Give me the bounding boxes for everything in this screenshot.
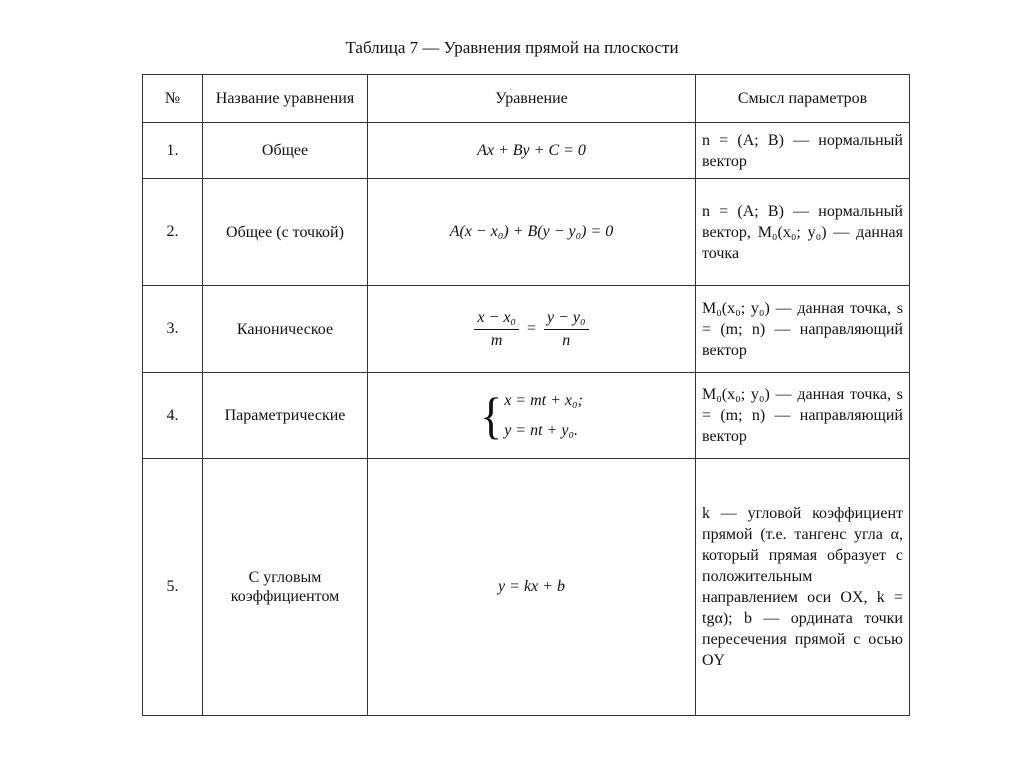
header-equation: Уравнение xyxy=(368,75,696,123)
header-num: № xyxy=(143,75,203,123)
brace-icon: { xyxy=(480,386,503,443)
row-equation: Ax + By + C = 0 xyxy=(368,123,696,179)
row-name: Общее (с точкой) xyxy=(203,179,368,286)
fraction-right xyxy=(544,309,589,350)
fraction-denominator: n xyxy=(562,331,571,349)
row-equation: y = kx + b xyxy=(368,459,696,716)
table-row xyxy=(143,373,910,459)
row-num: 4. xyxy=(143,373,203,459)
row-equation: A(x − x₀) + B(y − y₀) = 0 xyxy=(368,179,696,286)
fraction-denominator: m xyxy=(490,331,503,349)
row-meaning: k — угловой коэффициент прямой (т.е. тангенс угла α, который прямая образует с положительным направлением оси OX, k = tgα); b — ордината точки пересечения прямой с осью OY xyxy=(696,459,910,716)
row-meaning: M₀(x₀; y₀) — данная точка, s = (m; n) — направляющий вектор xyxy=(696,373,910,459)
header-name: Название уравнения xyxy=(203,75,368,123)
table-row xyxy=(143,123,910,179)
row-name: С угловым коэффициентом xyxy=(203,459,368,716)
table-row xyxy=(143,286,910,373)
row-name: Общее xyxy=(203,123,368,179)
fraction-numerator: y − y₀ xyxy=(544,309,589,330)
table-row xyxy=(143,179,910,286)
table-row xyxy=(143,459,910,716)
row-meaning: n = (A; B) — нормальный вектор xyxy=(696,123,910,179)
row-meaning: M₀(x₀; y₀) — данная точка, s = (m; n) — направляющий вектор xyxy=(696,286,910,373)
fraction-numerator: x − x₀ xyxy=(474,309,519,330)
system-line-2: y = nt + y₀. xyxy=(504,421,579,439)
row-name: Параметрические xyxy=(203,373,368,459)
row-num: 1. xyxy=(143,123,203,179)
row-num: 3. xyxy=(143,286,203,373)
equation-system xyxy=(480,386,583,446)
table-caption: Таблица 7 — Уравнения прямой на плоскости xyxy=(345,38,679,57)
system-line-1: x = mt + x₀; xyxy=(504,391,583,409)
row-num: 2. xyxy=(143,179,203,286)
row-num: 5. xyxy=(143,459,203,716)
row-equation xyxy=(368,373,696,459)
row-meaning: n = (A; B) — нормальный вектор, M₀(x₀; y₀) — данная точка xyxy=(696,179,910,286)
fraction-left xyxy=(474,309,519,350)
table-header-row xyxy=(143,75,910,123)
equals-sign: = xyxy=(526,319,537,337)
header-meaning: Смысл параметров xyxy=(696,75,910,123)
equations-table xyxy=(142,74,910,716)
row-name: Каноническое xyxy=(203,286,368,373)
row-equation xyxy=(368,286,696,373)
